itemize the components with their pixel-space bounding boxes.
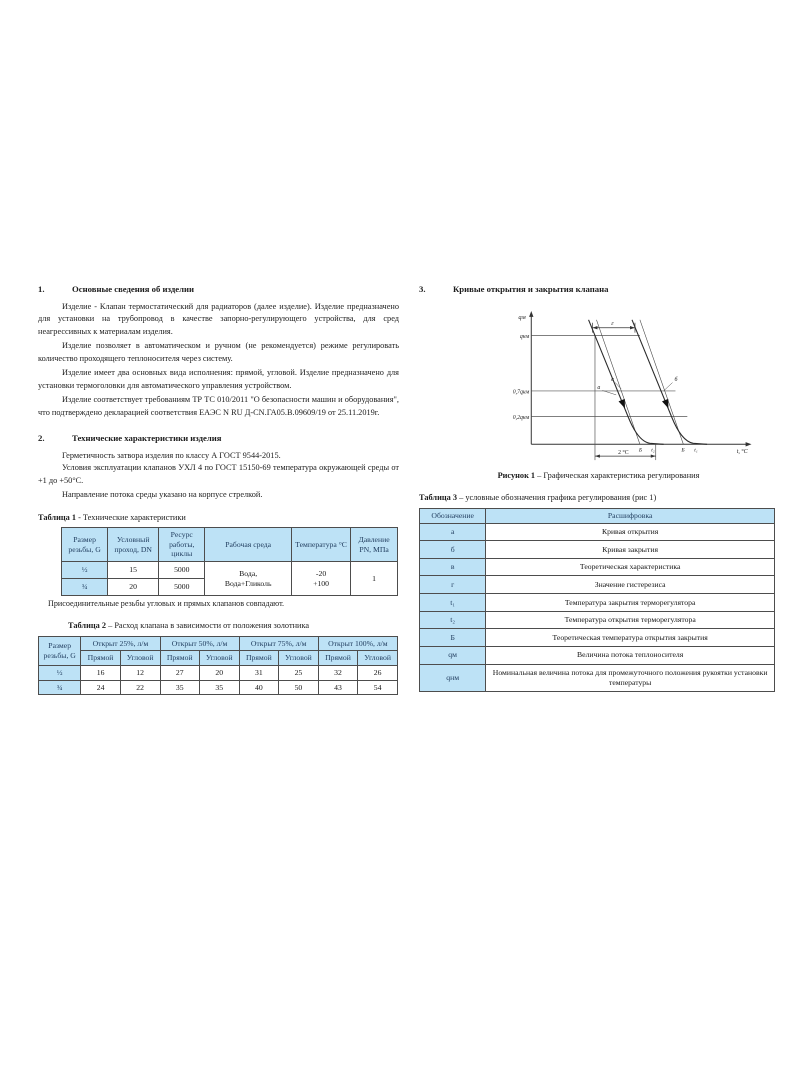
table-row <box>420 576 775 594</box>
curve-arrow-icon <box>662 399 672 410</box>
table-cell: Теоретическая характеристика <box>486 558 775 576</box>
section-1-heading <box>38 283 399 296</box>
table1-caption <box>38 512 399 524</box>
tick-label-t2: t₂ <box>651 447 655 454</box>
left-column <box>38 283 399 695</box>
table-cell: 27 <box>160 665 199 680</box>
table-cell: 35 <box>199 680 239 695</box>
table-cell: Температура закрытия терморегулятора <box>486 594 775 612</box>
table-header-cell: Температура °С <box>291 528 350 562</box>
table-header-cell: Угловой <box>279 651 319 666</box>
table-header-cell: Открыт 75%, л/м <box>239 636 318 651</box>
table-cell: Температура открытия терморегулятора <box>486 611 775 629</box>
table-cell <box>291 562 350 596</box>
table-cell: 25 <box>279 665 319 680</box>
table-cell: г <box>420 576 486 594</box>
theoretical-line-a <box>596 320 639 444</box>
paragraph: Изделие имеет два основных вида исполнения: прямой, угловой. Изделие предназначено для установки термоголовки для автоматического управления устройством. <box>38 368 399 390</box>
span-label: 2 °C <box>618 450 629 457</box>
table-header-cell: Прямой <box>318 651 357 666</box>
table-cell: 50 <box>279 680 319 695</box>
paragraph: Герметичность затвора изделия по классу А ГОСТ 9544-2015. <box>62 451 281 461</box>
qnm-label: qнм <box>519 334 530 341</box>
table-cell: 22 <box>120 680 160 695</box>
table-row <box>420 646 775 664</box>
temp-min: -20 <box>315 568 327 578</box>
table3-caption-label: Таблица 3 <box>419 493 458 503</box>
table-cell: 5000 <box>159 562 205 579</box>
table-specifications <box>61 527 398 596</box>
table-header-cell: Размер резьбы, G <box>62 528 108 562</box>
table-cell: Теоретическая температура открытия закрытия <box>486 629 775 647</box>
section-2-number: 2. <box>38 432 45 443</box>
table-row <box>420 611 775 629</box>
table-cell: 5000 <box>159 579 205 596</box>
arrow-head-icon <box>651 454 656 457</box>
table2-caption-label: Таблица 2 <box>68 621 107 631</box>
table-cell: 20 <box>108 579 159 596</box>
table-row <box>62 562 398 579</box>
curve-b-label: б <box>674 377 678 384</box>
table-row <box>420 664 775 691</box>
curve-opening <box>589 320 664 444</box>
table-header-cell: Угловой <box>358 651 398 666</box>
table-cell: Величина потока теплоносителя <box>486 646 775 664</box>
table-header-cell: Рабочая среда <box>205 528 292 562</box>
table-row <box>420 541 775 559</box>
table-header-cell: Открыт 100%, л/м <box>318 636 397 651</box>
table-cell: 26 <box>358 665 398 680</box>
leader-line <box>664 383 673 391</box>
table-cell: 31 <box>239 665 278 680</box>
table-cell: 43 <box>318 680 357 695</box>
figure-caption <box>419 470 778 482</box>
table-cell: 24 <box>81 680 120 695</box>
table-header-cell: Размер резьбы, G <box>39 636 81 665</box>
table-row <box>420 594 775 612</box>
tick-label-B1: Б <box>638 447 643 454</box>
table-row <box>420 629 775 647</box>
section-3-heading <box>419 283 778 296</box>
table-cell: Кривая закрытия <box>486 541 775 559</box>
table-header-cell: Угловой <box>120 651 160 666</box>
table-cell: 54 <box>358 680 398 695</box>
table-header-cell: Условный проход, DN <box>108 528 159 562</box>
table-cell: в <box>420 558 486 576</box>
figure-caption-label: Рисунок 1 <box>497 471 536 481</box>
table-cell: 32 <box>318 665 357 680</box>
table2-caption <box>38 620 399 632</box>
table-row <box>39 680 398 695</box>
table-cell: б <box>420 541 486 559</box>
table-header-row <box>39 636 398 651</box>
x-axis-label: t, °C <box>736 449 748 456</box>
section-2-title: Технические характеристики изделия <box>72 432 222 443</box>
table-header-cell: Прямой <box>81 651 120 666</box>
table-header-cell: Расшифровка <box>486 508 775 523</box>
table-cell: Номинальная величина потока для промежуточного положения рукоятки установки температуры <box>486 664 775 691</box>
paragraph: Условия эксплуатации клапанов УХЛ 4 по ГОСТ 15150-69 температура окружающей среды от +1 до +50°С. <box>38 463 399 485</box>
table-header-cell: Давление PN, МПа <box>351 528 398 562</box>
table-cell: 12 <box>120 665 160 680</box>
table-cell: 35 <box>160 680 199 695</box>
arrow-head-icon <box>593 326 598 329</box>
temp-max: +100 <box>313 578 329 588</box>
table-cell: t₂ <box>420 611 486 629</box>
curve-a-label: а <box>597 385 601 392</box>
table-row <box>420 523 775 541</box>
table-cell: ¾ <box>62 579 108 596</box>
table-header-cell: Угловой <box>199 651 239 666</box>
table-header-cell: Обозначение <box>420 508 486 523</box>
table-row <box>39 665 398 680</box>
paragraph: Изделие - Клапан термостатический для радиаторов (далее изделие). Изделие предназначено для установки на трубопровод в качестве запорно-регулирующего устройства, для сред неагрессивных к материалам изделия. <box>38 302 399 336</box>
section-3-number: 3. <box>419 284 426 294</box>
table3-caption <box>419 492 778 504</box>
table-flow-rates <box>38 636 398 696</box>
table3-caption-text: – условные обозначения графика регулирования (рис 1) <box>457 493 657 503</box>
paragraph: Изделие соответствует требованиям ТР ТС 010/2011 "О безопасности машин и оборудования", что подтверждено декларацией соответствия ЕАЭС N RU Д-CN.ГА05.В.09609/19 от 25.11.2019г. <box>38 395 399 417</box>
media-line-1: Вода, <box>239 568 258 578</box>
right-column <box>419 283 778 692</box>
table-cell: а <box>420 523 486 541</box>
table-cell: ¾ <box>39 680 81 695</box>
tick-label-B2: Б <box>681 447 685 454</box>
table-cell: 20 <box>199 665 239 680</box>
table-cell: 15 <box>108 562 159 579</box>
table-cell: ½ <box>39 665 81 680</box>
hysteresis-label: г <box>611 320 614 327</box>
table-cell: 1 <box>351 562 398 596</box>
regulation-curves-graph <box>489 306 777 466</box>
table-cell: ½ <box>62 562 108 579</box>
media-line-2: Вода+Гликоль <box>224 578 272 588</box>
y-axis-arrow-icon <box>529 311 533 317</box>
table-cell: qм <box>420 646 486 664</box>
q07-label: 0,7qнм <box>512 389 530 396</box>
table-cell: 16 <box>81 665 120 680</box>
section-3-title: Кривые открытия и закрытия клапана <box>453 284 609 294</box>
table-cell: Кривая открытия <box>486 523 775 541</box>
figure-caption-text: – Графическая характеристика регулирования <box>535 471 700 481</box>
table-header-cell: Открыт 50%, л/м <box>160 636 239 651</box>
table1-note: Присоединительные резьбы угловых и прямых клапанов совпадают. <box>48 599 285 609</box>
table-cell <box>205 562 292 596</box>
section-1-number: 1. <box>38 284 45 294</box>
table-header-cell: Открыт 25%, л/м <box>81 636 160 651</box>
y-axis-label: qм <box>518 313 526 321</box>
table-header-row <box>62 528 398 562</box>
x-axis-arrow-icon <box>746 442 752 446</box>
table-cell: t₁ <box>420 594 486 612</box>
table-cell: qнм <box>420 664 486 691</box>
table-cell: 40 <box>239 680 278 695</box>
q02-label: 0,2qнм <box>512 415 530 422</box>
curve-arrow-icon <box>619 399 629 410</box>
table-header-cell: Прямой <box>239 651 278 666</box>
paragraph: Направление потока среды указано на корпусе стрелкой. <box>62 490 263 500</box>
table-header-cell: Ресурс работы, циклы <box>159 528 205 562</box>
table1-caption-label: Таблица 1 <box>38 512 77 522</box>
table-subheader-row <box>39 651 398 666</box>
table-graph-legend <box>419 508 775 692</box>
table2-caption-text: – Расход клапана в зависимости от положения золотника <box>106 621 310 631</box>
arrow-head-icon <box>595 454 600 457</box>
paragraph: Изделие позволяет в автоматическом и ручном (не рекомендуется) режиме регулировать количество проходящего теплоносителя через систему. <box>38 341 399 363</box>
table1-caption-text: - Технические характеристики <box>76 512 186 522</box>
curve-closing <box>632 320 707 444</box>
table-header-cell: Прямой <box>160 651 199 666</box>
table-header-row <box>420 508 775 523</box>
curve-v-label: в <box>611 377 614 384</box>
table-cell: Б <box>420 629 486 647</box>
section-2-heading <box>38 432 399 445</box>
table-cell: Значение гистерезиса <box>486 576 775 594</box>
table-row <box>420 558 775 576</box>
tick-label-t1: t₁ <box>694 447 698 454</box>
section-1-title: Основные сведения об изделии <box>72 284 195 294</box>
